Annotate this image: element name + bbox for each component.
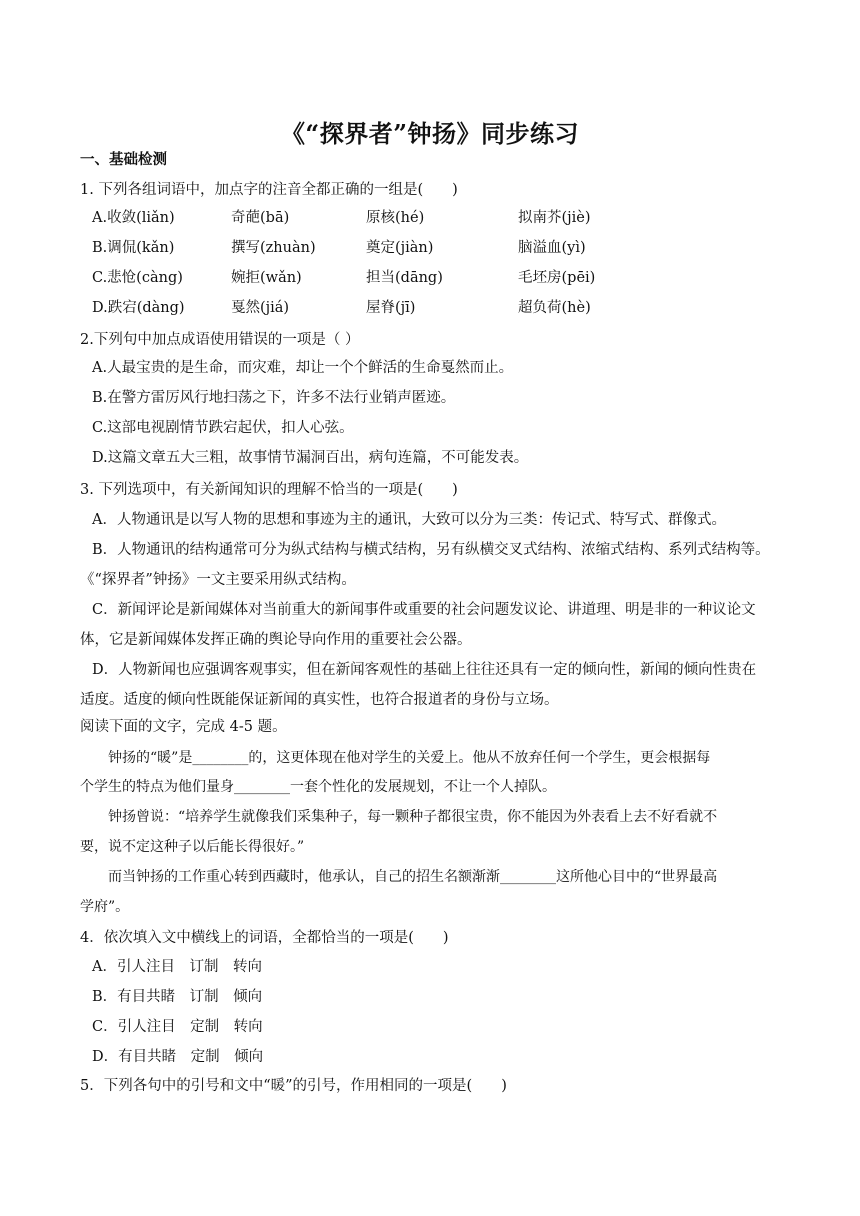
q3-option-b: B．人物通讯的结构通常可分为纵式结构与横式结构，另有纵横交叉式结构、浓缩式结构、系列式结构等。 <box>92 542 770 558</box>
q2-option-d: D.这篇文章五大三粗，故事情节漏洞百出，病句连篇，不可能发表。 <box>92 450 529 466</box>
question-1-stem: 1. 下列各组词语中，加点字的注音全都正确的一组是( ) <box>80 182 458 198</box>
q1-option-d-1: D.跌宕(dàng) <box>92 300 185 316</box>
q2-option-a: A.人最宝贵的是生命，而灾难，却让一个个鲜活的生命戛然而止。 <box>92 360 514 376</box>
q2-option-b: B.在警方雷厉风行地扫荡之下，许多不法行业销声匿迹。 <box>92 390 456 406</box>
q1-option-a-4: 拟南芥(jiè) <box>518 210 591 226</box>
passage-line-6: 学府”。 <box>80 899 130 915</box>
question-2-stem: 2.下列句中加点成语使用错误的一项是（ ） <box>80 332 360 348</box>
q1-option-d-3: 屋脊(jī) <box>366 300 416 316</box>
q1-option-c-3: 担当(dāng) <box>366 270 443 286</box>
passage-line-5: 而当钟扬的工作重心转到西藏时，他承认，自己的招生名额渐渐________这所他心目中的“世界最高 <box>108 869 718 885</box>
q1-option-c-1: C.悲怆(càng) <box>92 270 183 286</box>
reading-intro: 阅读下面的文字，完成 4-5 题。 <box>80 719 287 735</box>
passage-line-1: 钟扬的“暖”是________的，这更体现在他对学生的关爱上。他从不放弃任何一个学生，更会根据每 <box>108 750 711 766</box>
question-3-stem: 3. 下列选项中，有关新闻知识的理解不恰当的一项是( ) <box>80 482 458 498</box>
q1-option-a-3: 原核(hé) <box>366 210 425 226</box>
q4-option-b: B．有目共睹 订制 倾向 <box>92 989 263 1005</box>
q2-option-c: C.这部电视剧情节跌宕起伏，扣人心弦。 <box>92 420 354 436</box>
q4-option-a: A．引人注目 订制 转向 <box>92 959 262 975</box>
q3-option-c-cont: 体，它是新闻媒体发挥正确的舆论导向作用的重要社会公器。 <box>80 632 472 648</box>
q1-option-b-4: 脑溢血(yì) <box>518 240 586 256</box>
q1-option-b-2: 撰写(zhuàn) <box>231 240 316 256</box>
q1-option-b-1: B.调侃(kǎn) <box>92 240 175 256</box>
q4-option-c: C．引人注目 定制 转向 <box>92 1019 263 1035</box>
q1-option-c-2: 婉拒(wǎn) <box>231 270 302 286</box>
q1-option-a-1: A.收敛(liǎn) <box>92 210 175 226</box>
section-heading: 一、基础检测 <box>80 151 167 168</box>
question-4-stem: 4．依次填入文中横线上的词语，全都恰当的一项是( ) <box>80 930 449 946</box>
passage-line-4: 要，说不定这种子以后能长得很好。” <box>80 839 305 855</box>
q3-option-d-cont: 适度。适度的倾向性既能保证新闻的真实性，也符合报道者的身份与立场。 <box>80 692 559 708</box>
q3-option-a: A．人物通讯是以写人物的思想和事迹为主的通讯，大致可以分为三类：传记式、特写式、群像式。 <box>92 512 726 528</box>
document-title: 《“探界者”钟扬》同步练习 <box>280 119 580 148</box>
q1-option-a-2: 奇葩(bā) <box>231 210 290 226</box>
q1-option-c-4: 毛坯房(pēi) <box>518 270 596 286</box>
q3-option-d: D．人物新闻也应强调客观事实，但在新闻客观性的基础上往往还具有一定的倾向性，新闻的倾向性贵在 <box>92 662 757 678</box>
q3-option-c: C．新闻评论是新闻媒体对当前重大的新闻事件或重要的社会问题发议论、讲道理、明是非的一种议论文 <box>92 602 756 618</box>
passage-line-2: 个学生的特点为他们量身________一套个性化的发展规划，不让一个人掉队。 <box>80 779 556 795</box>
q1-option-d-4: 超负荷(hè) <box>518 300 591 316</box>
q3-option-b-cont: 《“探界者”钟扬》一文主要采用纵式结构。 <box>80 572 356 588</box>
q4-option-d: D．有目共睹 定制 倾向 <box>92 1049 264 1065</box>
q1-option-b-3: 奠定(jiàn) <box>366 240 434 256</box>
question-5-stem: 5．下列各句中的引号和文中“暖”的引号，作用相同的一项是( ) <box>80 1078 507 1094</box>
q1-option-d-2: 戛然(jiá) <box>231 300 290 316</box>
passage-line-3: 钟扬曾说：“培养学生就像我们采集种子，每一颗种子都很宝贵，你不能因为外表看上去不好看就不 <box>108 809 718 825</box>
